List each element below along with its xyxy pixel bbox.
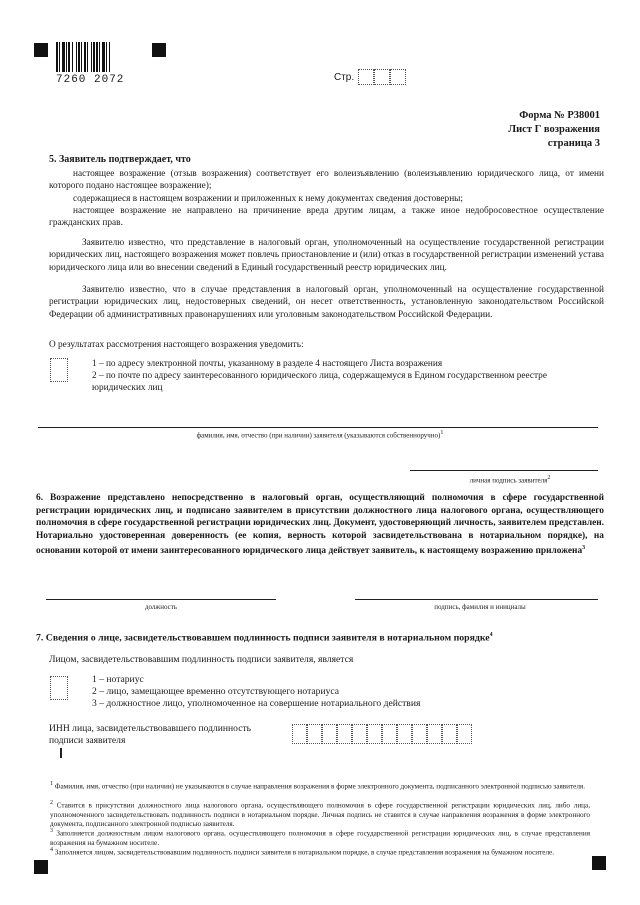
barcode-number: 7260 2072 <box>56 74 125 86</box>
section-5-paragraph-2: Заявителю известно, что в случае представления в налоговый орган, уполномоченный на осуществление государственной регистрации юридических лиц, недостоверных сведений, он несет ответственность, установленную законодательством Российской Федерации об административных правонарушениях или уголовным законодательством Российской Федерации. <box>49 285 604 320</box>
corner-marker-bottom-left <box>34 860 48 874</box>
inn-field[interactable] <box>292 724 472 744</box>
notary-intro: Лицом, засвидетельствовавшим подлинность подписи заявителя, является <box>49 654 354 665</box>
notary-option-3: 3 – должностное лицо, уполномоченное на совершение нотариального действия <box>92 698 421 709</box>
notary-type-field[interactable] <box>50 676 68 700</box>
inn-digit-cell[interactable] <box>382 724 397 744</box>
inn-digit-cell[interactable] <box>307 724 322 744</box>
form-number: Форма № Р38001 <box>519 110 600 121</box>
inn-digit-cell[interactable] <box>367 724 382 744</box>
footnote-3: $^3$ Заполняется должностным лицом налогового органа, осуществляющего полномочия в сфере государственной регистрации юридических лиц, в случае представления возражения на бумажном носителе. <box>50 828 590 847</box>
notify-option-field[interactable] <box>50 358 68 382</box>
footnote-1: $^1$ Фамилия, имя, отчество (при наличии) не указываются в случае направления возражения в форме электронного документа, подписанного электронной подписью заявителя. <box>50 781 586 791</box>
inn-label: ИНН лица, засвидетельствовавшего подлинность подписи заявителя <box>49 723 252 747</box>
page-number-field[interactable] <box>358 69 406 85</box>
page-number-cell[interactable] <box>390 69 406 85</box>
notify-option-2: 2 – по почте по адресу заинтересованного юридического лица, содержащемуся в Едином государственном реестре юридических лиц <box>92 371 547 394</box>
inn-digit-cell[interactable] <box>457 724 472 744</box>
corner-marker-top-left <box>34 43 48 57</box>
inn-digit-cell[interactable] <box>412 724 427 744</box>
page-number-label: Стр. <box>334 72 355 83</box>
sheet-name: Лист Г возражения <box>508 124 600 135</box>
form-header <box>508 109 600 151</box>
section-7-title: 7. Сведения о лице, засвидетельствовавшем подлинность подписи заявителя в нотариальном порядке$^4$ <box>36 632 493 644</box>
page-indicator: страница 3 <box>547 138 600 149</box>
page-number-cell[interactable] <box>374 69 390 85</box>
page-number-cell[interactable] <box>358 69 374 85</box>
section-5-item-1: настоящее возражение (отзыв возражения) соответствует его волеизъявлению (волеизъявлению юридического лица, от имени которого подано настоящее возражение); <box>49 169 604 192</box>
official-signature-caption: подпись, фамилия и инициалы <box>434 603 526 611</box>
corner-marker-bottom-right <box>592 856 606 870</box>
inn-digit-cell[interactable] <box>442 724 457 744</box>
applicant-name-caption: фамилия, имя, отчество (при наличии) заявителя (указываются собственноручно)$^1$ <box>196 430 444 440</box>
inn-digit-cell[interactable] <box>397 724 412 744</box>
barcode <box>56 42 140 72</box>
footnote-2: $^2$ Ставится в присутствии должностного лица налогового органа, осуществляющего полномочия в сфере государственной регистрации юридических лиц, либо лица, уполномоченного засвидетельствовать подлинность подписи в нотариальном порядке. Личная подпись не ставится в случае направления возражения в форме электронного документа, подписанного электронной подписью заявителя. <box>50 800 591 828</box>
official-signature-line[interactable] <box>355 599 598 600</box>
notary-option-1: 1 – нотариус <box>92 674 144 685</box>
section-5-item-3: настоящее возражение не направлено на причинение вреда другим лицам, а также иное недобросовестное осуществление гражданских прав. <box>49 206 604 229</box>
notary-option-2: 2 – лицо, замещающее временно отсутствующего нотариуса <box>92 686 340 697</box>
section-6-statement: 6. Возражение представлено непосредственно в налоговый орган, осуществляющий полномочия в сфере государственной регистрации юридических лиц, и подписано заявителем в присутствии должностного лица налогового органа, осуществляющего полномочия в сфере государственной регистрации юридических лиц. Документ, удостоверяющий личность, заявителем представлен. Нотариально удостоверенная доверенность (ее копия, верность которой засвидетельствована в нотариальном порядке), на основании которой от имени заинтересованного юридического лица действует заявитель, к настоящему возражению приложена$^3$ <box>36 493 604 557</box>
inn-digit-cell[interactable] <box>337 724 352 744</box>
section-5-paragraph-1: Заявителю известно, что представление в налоговый орган, уполномоченный на осуществление государственной регистрации юридических лиц, настоящего возражения может повлечь приостановление и (или) отказ в государственной регистрации изменений устава юридического лица или во внесении сведений в Единый государственный реестр юридических лиц. <box>49 238 604 273</box>
section-5-item-2: содержащиеся в настоящем возражении и приложенных к нему документах сведения достоверны; <box>73 194 464 204</box>
official-position-line[interactable] <box>46 599 276 600</box>
corner-marker-top-mid <box>152 43 166 57</box>
applicant-signature-line[interactable] <box>410 470 598 471</box>
inn-digit-cell[interactable] <box>292 724 307 744</box>
section-5-title: 5. Заявитель подтверждает, что <box>49 154 191 165</box>
applicant-name-line[interactable] <box>38 427 598 428</box>
footnote-4: $^4$ Заполняется лицом, засвидетельствовавшим подлинность подписи заявителя в нотариальном порядке, в случае представления возражения на бумажном носителе. <box>50 847 555 857</box>
inn-digit-cell[interactable] <box>322 724 337 744</box>
inn-digit-cell[interactable] <box>352 724 367 744</box>
inn-digit-cell[interactable] <box>427 724 442 744</box>
pen-mark <box>60 748 62 758</box>
official-position-caption: должность <box>144 603 178 611</box>
notify-option-1: 1 – по адресу электронной почты, указанному в разделе 4 настоящего Листа возражения <box>92 359 443 369</box>
applicant-signature-caption: личная подпись заявителя$^2$ <box>469 475 551 485</box>
notify-label: О результатах рассмотрения настоящего возражения уведомить: <box>49 340 304 350</box>
